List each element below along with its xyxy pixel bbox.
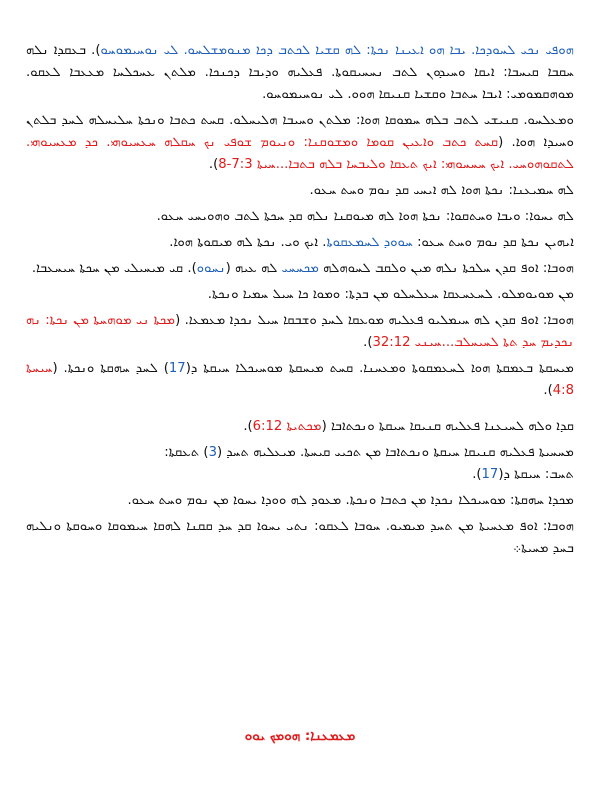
paragraph-13: ܗܘܒܐ: ܐܘܦ ܡܥܚܝܬܐ ܡܢ ܬܚܕ ܡܝܡܝܘ. ܚܘܒܐ ܠܥܩܘ: ܢܬܝ ܝܚܘܐ ܩܕ ܚܕ ܩܩܢܐ ܠܗܩܐ ܚܝܡܘܩܐ ܘܚܘܩܬܐ ܘܢܠܝܗ ܒܚܕ ܡܚܝܬܐ܀	[26, 519, 574, 556]
highlighted-term: ܡܟܚܚܝ	[281, 261, 319, 276]
paragraph-4: ܠܗ ܝܚܘܐ: ܘܝܒܐ ܘܚܬܩܘܐ: ܢܟܬܐ ܗܘܐ ܠܗ ܡܝܘܩܢܐ ܢܠܗ ܩܕ ܚܟܬܐ ܠܬܒ ܘܗܘܝܚܝ ܚܥܘ.	[156, 209, 574, 224]
paragraph-6: ܗܘܒܐ: ܐܘܦ ܩܕܢ ܚܠܟܬܐ ܢܠܗ ܡܝܢ ܘܠܩܒ ܠܚܘܗܠܗ ܡܟܚܚܝ ܠܗ ܥܝܗ (ܢܚܘܘ). ܩܝ ܡܝܚܝܠܝ ܡܢ ܚܟܬܐ ܚܝܚܥܒܐ.	[31, 261, 574, 276]
paragraph-1: ܗܘܦܝ ܢܟܝ ܠܚܘܕܟܐ. ܝܒܐ ܗܘ ܐܥܝܢܐ ܢܟܬܐ: ܠܗ ܩܫܝܐ ܠܟܬܒ ܕܟܐ ܡܢܘܡܫܠܚܘ. ܠܝ ܢܘܚܝܡܘܚܘ). ܒܥܩܕܐ ܢܠܗ ܚܩܒܐ ܩܝܚܒܐ: ܐܝܩܐ ܘܚܝܕܘܢ ܠܬܒ ܢܚܚܝܩܘܬܐ. ܦܥܠܝܗ ܘܕܝܒܐ ܕܟܢܟܐ. ܡܠܬܢ ܥܚܟܠܚܐ ܡܥܥܒܐ ܠܥܩܘ. ܡܘܗܩܡܘܡܝ: ܐܝܒܐ ܚܬܒܐ ܘܩܫܝܐ ܩܢܝܩܐ ܗܘܘ. ܠܝ ܢܘܚܝܡܘܚܘ.	[26, 43, 575, 102]
paragraph-10: ܩܕܐ ܘܠܗ ܠܚܝܥܢܐ ܦܥܠܝܗ ܩܢܝܩܐ ܚܝܩܬܐ ܘܢܟܬܐܒܐ (ܡܟܬܝܬܐ 6:12).	[243, 419, 574, 434]
verse-reference: 32:12	[372, 335, 411, 350]
number: 3	[208, 445, 217, 460]
paragraph-7: ܡܢ ܡܘܝܘܡܠܘ. ܠܚܥܚܥܩܐ ܚܥܠܚܠܘ ܡܢ ܒܕܬܐ: ܘܡܘܐ ܟܐ ܚܝܠ ܚܡܝܐ ܘܢܟܬܐ.	[207, 287, 574, 302]
paragraph-8: ܗܘܒܐ: ܐܘܦ ܩܕܢ ܠܗ ܚܝܡܠܝܘ ܦܥܠܝܗ ܡܘܥܩܐ ܠܚܕ ܘܫܒܩܐ ܚܝܠ ܢܟܕܐ ܡܥܡܥܐ. (ܡܟܬܐ ܢܝ ܡܘܗܚܬܐ ܡܢ ܢܟܬܐ: ܢܗ ܢܟܕܝܡ ܚܕ ܬܬܐ ܠܚܝܚܠܒ...ܚܝܢܝ 32:12).	[26, 313, 575, 350]
spacer	[26, 406, 574, 416]
scripture-quote: ܩܚܬ ܟܬܒ ܘܐܥܝܢ ܩܘܡܐ ܘܡܫܘܩܢܐ: ܘܢܝܘܡ ܫܘܦܝ ܢܟ ܚܩܠܗ ܚܥܚܝܘܗܝ. ܟܕ ܡܥܚܝܘܗܝ. ܠܬܩܘܗܘܚܝ. ܐܝܟ ܚܚܚܘܗܝ: ܐܝܟ ܬܥܩܐ ܘܠܝܒܚܐ ܒܠܗ ܒܬܒܐ...ܚܝܬܐ	[26, 135, 574, 172]
highlighted-term: ܚܘܘܕ ܠܚܡܥܩܘܬܐ	[326, 235, 413, 250]
number: 17	[168, 361, 186, 376]
paragraph-11: ܡܚܚܝܬܐ ܦܥܠܝܗ ܩܢܝܩܐ ܚܝܩܬܐ ܘܢܟܬܐܒܐ ܡܢ ܬܟܝܝ ܩܝܚܬܐ. ܡܝܥܠܝܗ ܬܚܕ (3) ܬܥܩܬܐ: ܬܚܒ: ܚܝܩܬܐ ܕ(17).	[164, 445, 574, 482]
paragraph-9: ܡܝܚܩܬܐ ܒܥܡܩܬܐ ܗܘܐ ܠܚܥܡܩܘܬܐ ܘܡܥܚܢܐ. ܩܚܬ ܡܝܚܩܬܐ ܡܘܚܝܟܠܐ ܚܝܩܬܐ ܕ(17) ܠܚܕ ܚܗܩܬܐ ܘܢܟܬܐ. (ܚܝܚܬܐ 4:8).	[26, 361, 574, 398]
paragraph-5: ܐܝܗܝܢ ܢܟܬܐ ܩܕ ܢܘܡ ܘܚܬ ܚܥܘ: ܚܘܘܕ ܠܚܡܥܩܘܬܐ. ܐܝܟ ܘܝ. ܢܟܬܐ ܠܗ ܡܝܩܘܬܐ ܗܘܐ.	[169, 235, 574, 250]
verse-reference: 7:3-8	[218, 157, 253, 172]
signature: ܡܥܡܥܢܐ: ܗܘܡܟ ܝܘܘ	[244, 728, 356, 744]
verse-reference: ܚܝܚܬܐ 4:8	[26, 361, 574, 398]
blue-text: ܗܘܦܝ ܢܟܝ ܠܚܘܕܟܐ. ܝܒܐ ܗܘ ܐܥܝܢܐ ܢܟܬܐ: ܠܗ ܩܫܝܐ ܠܟܬܒ ܕܟܐ ܡܢܘܡܫܠܚܘ. ܠܝ ܢܘܚܝܡܘܚܘ	[100, 43, 575, 58]
highlighted-term: ܢܚܘܘ	[196, 261, 226, 276]
verse-reference: ܡܟܬܝܬܐ 6:12	[252, 419, 322, 434]
paragraph-12: ܡܟܕܐ ܚܗܩܬܐ: ܡܘܚܝܟܠܐ ܢܟܕܐ ܡܢ ܟܬܒܐ ܘܢܟܬܐ. ܡܥܘܕ ܠܗ ܘܘܕܐ ܝܚܘܐ ܡܢ ܢܘܡ ܘܚܬ ܚܥܘ.	[127, 493, 574, 508]
paragraph-2: ܘܡܥܠܚܘ. ܩܢܝܫܝ ܠܬܒ ܒܠܗ ܚܡܘܩܐ ܗܘܐ: ܡܠܬܢ ܘܚܝܒܐ ܗܠܝܚܠܘ. ܩܚܬ ܟܬܒܐ ܘܢܟܬܐ ܚܠܝܚܠܗ ܠܚܕ ܒܠܬܢ ܘܚܝܕܐ ܗܘܐ. (ܩܚܬ ܟܬܒ ܘܐܥܝܢ ܩܘܡܐ ܘܡܫܘܩܢܐ: ܘܢܝܘܡ ܫܘܦܝ ܢܟ ܚܩܠܗ ܚܥܚܝܘܗܝ. ܟܕ ܡܥܚܝܘܗܝ. ܠܬܩܘܗܘܚܝ. ܐܝܟ ܚܚܚܘܗܝ: ܐܝܟ ܬܥܩܐ ܘܠܝܒܚܐ ܒܠܗ ܒܬܒܐ...ܚܝܬܐ 7:3-8).	[26, 113, 574, 172]
paragraph-3: ܠܗ ܚܡܝܥܢܐ: ܢܟܬܐ ܗܘܐ ܠܗ ܐܝܚܝ ܩܕ ܢܘܡ ܘܚܬ ܚܥܘ.	[309, 183, 574, 198]
scripture-quote: ܡܟܬܐ ܢܝ ܡܘܗܚܬܐ ܡܢ ܢܟܬܐ: ܢܗ ܢܟܕܝܡ ܚܕ ܬܬܐ ܠܚܝܚܠܒ...ܚܝܢܝ	[26, 313, 574, 350]
number: 17	[481, 467, 499, 482]
